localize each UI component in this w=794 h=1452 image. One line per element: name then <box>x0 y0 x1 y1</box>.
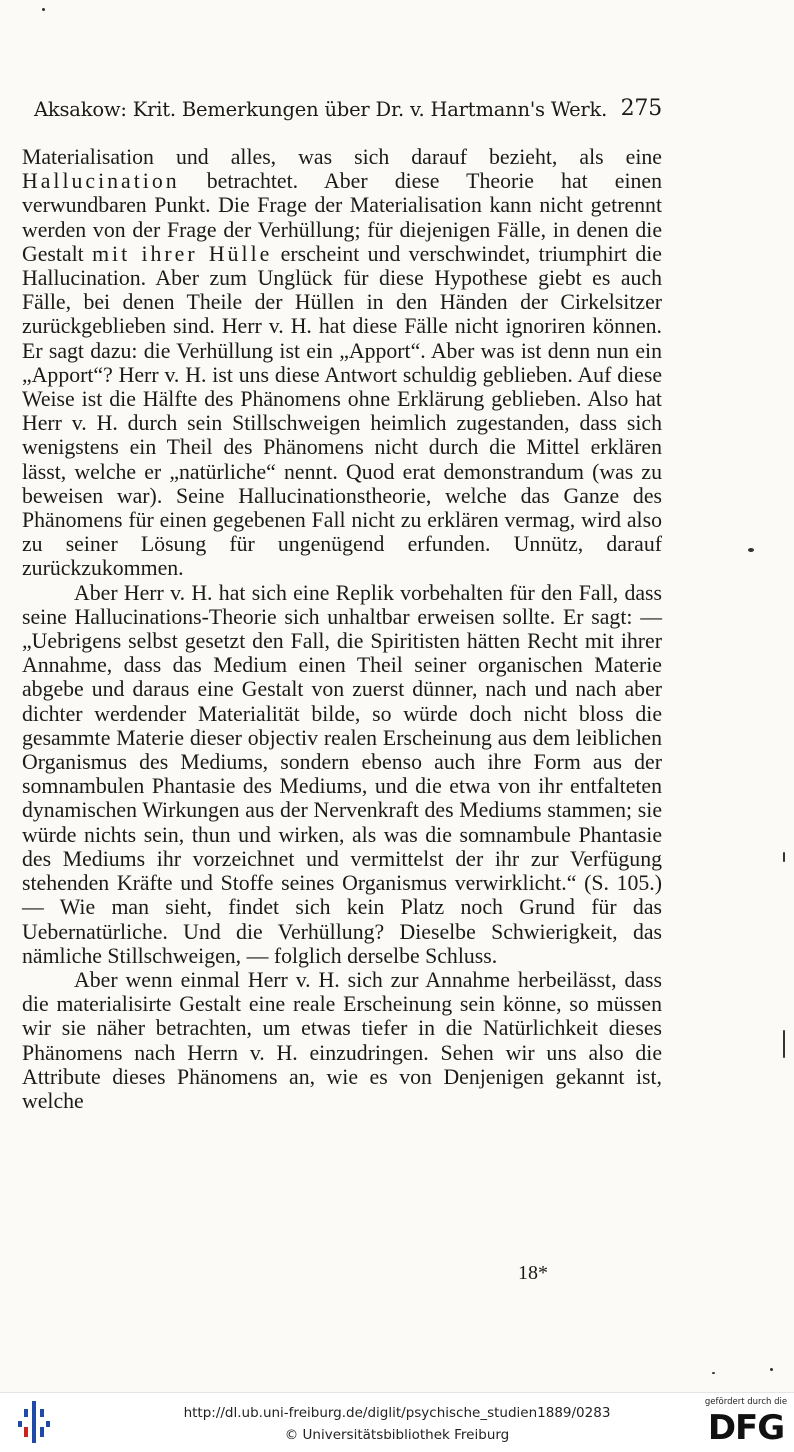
paragraph-1 <box>22 145 662 581</box>
paragraph-1-part-c: erscheint und verschwindet, triumphirt die Hallucination. Aber zum Unglück für diese Hypothese giebt es auch Fälle, bei denen Theile der Hüllen in den Händen der Cirkelsitzer zurückgeblieben sind. Herr v. H. hat diese Fälle nicht ignoriren können. Er sagt dazu: die Verhüllung ist ein „Apport“. Aber was ist denn nun ein „Apport“? Herr v. H. ist uns diese Antwort schuldig geblieben. Auf diese Weise ist die Hälfte des Phänomens ohne Erklärung geblieben. Also hat Herr v. H. durch sein Stillschweigen heimlich zugestanden, dass sich wenigstens ein Theil des Phänomens nicht durch die Mittel erklären lässt, welche er „natürliche“ nennt. Quod erat demonstrandum (was zu beweisen war). Seine Hallucinationstheorie, welche das Ganze des Phänomens für einen gegebenen Fall nicht zu erklären vermag, wird also zu seiner Lösung für ungenügend erfunden. Unnütz, darauf zurückzukommen. <box>22 241 662 581</box>
dfg-logo-text: DFG <box>707 1408 785 1448</box>
paragraph-1-part-a: Materialisation und alles, was sich darauf bezieht, als eine <box>22 145 662 169</box>
scan-speck <box>712 1372 715 1374</box>
body-text <box>22 145 662 1113</box>
scan-speck <box>748 548 754 552</box>
scan-speck <box>783 1030 785 1058</box>
paragraph-2: Aber Herr v. H. hat sich eine Replik vorbehalten für den Fall, dass seine Hallucinations-Theorie sich unhaltbar erweisen sollte. Er sagt: — „Uebrigens selbst gesetzt den Fall, die Spiritisten hätten Recht mit ihrer Annahme, dass das Medium einen Theil seiner organischen Materie abgebe und daraus eine Gestalt von zuerst dünner, nach und nach aber dichter werdender Materialität bilde, so würde doch nicht bloss die gesammte Materie dieser objectiv realen Erscheinung aus dem leiblichen Organismus des Mediums, sondern ebenso auch ihre Form aus der somnambulen Phantasie des Mediums, und die etwa von ihr entfalteten dynamischen Wirkungen aus der Nervenkraft des Mediums stammen; sie würde nichts sein, thun und wirken, als was die somnambule Phantasie des Mediums ihr vorzeichnet und vermittelst der ihr zur Verfügung stehenden Kräfte und Stoffe seines Organismus verwirklicht.“ (S. 105.) — Wie man sieht, findet sich kein Platz noch Grund für das Uebernatürliche. Und die Verhüllung? Dieselbe Schwierigkeit, das nämliche Stillschweigen, — folglich derselbe Schluss. <box>22 580 662 968</box>
footer-bar <box>0 1392 794 1452</box>
paragraph-1-part-b: betrachtet. Aber diese Theorie hat einen verwundbaren Punkt. Die Frage der Materialisation kann nicht getrennt werden von der Frage der Verhüllung; für diejenigen Fälle, in denen die Gestalt <box>22 169 662 266</box>
dfg-logo <box>704 1397 788 1449</box>
scan-speck <box>770 1368 773 1371</box>
signature-mark: 18* <box>518 1262 548 1284</box>
emphasis-hallucination: Hallucination <box>22 169 180 194</box>
header-title: Aksakow: Krit. Bemerkungen über Dr. v. Hartmann's Werk. <box>34 98 608 121</box>
page-number: 275 <box>620 96 662 121</box>
source-url[interactable]: http://dl.ub.uni-freiburg.de/diglit/psychische_studien1889/0283 <box>183 1405 611 1421</box>
scan-speck <box>783 852 785 862</box>
scan-speck <box>42 8 45 11</box>
dfg-caption: gefördert durch die <box>704 1397 788 1407</box>
running-header <box>22 96 662 126</box>
emphasis-mit-ihrer-huelle: mit ihrer Hülle <box>92 241 273 266</box>
paragraph-3: Aber wenn einmal Herr v. H. sich zur Annahme herbeilässt, dass die materialisirte Gestalt eine reale Erscheinung sein könne, so müssen wir sie näher betrachten, um etwas tiefer in die Natürlichkeit dieses Phänomens nach Herrn v. H. einzudringen. Sehen wir uns also die Attribute dieses Phänomens an, wie es von Denjenigen gekannt ist, welche <box>22 967 662 1113</box>
copyright-notice: © Universitätsbibliothek Freiburg <box>284 1427 510 1443</box>
